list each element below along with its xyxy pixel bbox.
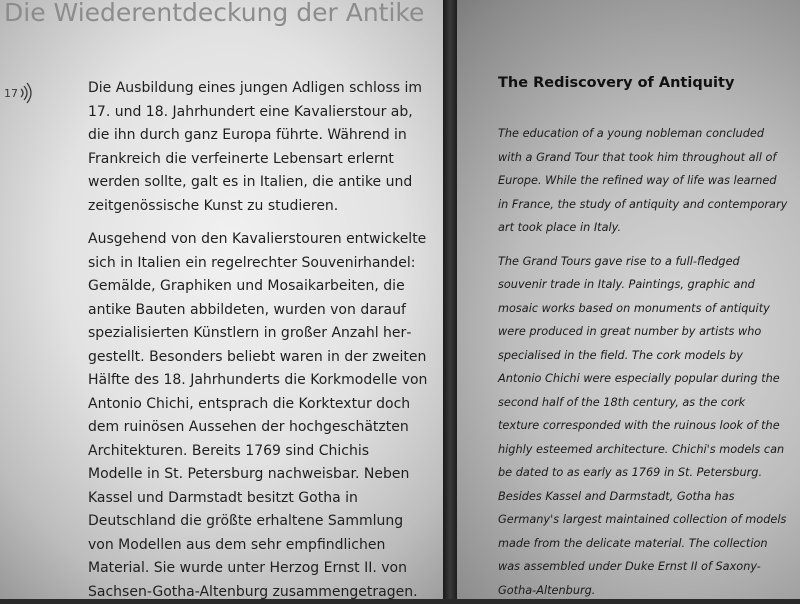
audio-guide-badge [4,80,38,106]
english-paragraph-1: The education of a young nobleman concluded with a Grand Tour that took him throughout all of Europe. While the refined way of life was learned in France, the study of antiquity and contemporary art took place in Italy. [498,127,788,234]
audio-guide-icon [18,80,38,106]
english-body [498,122,788,602]
english-paragraph-2: The Grand Tours gave rise to a full-fledged souvenir trade in Italy. Paintings, graphic and mosaic works based on monuments of antiquity were produced in great number by artists who specialised in the field. The cork models by Antonio Chichi were especially popular during the second half of the 18th century, as the cork texture corresponded with the ruinous look of the highly esteemed architecture. Chichi's models can be dated to as early as 1769 in St. Petersburg. Besides Kassel and Darmstadt, Gotha has Germany's largest maintained collection of models made from the delicate material. The collection was assembled under Duke Ernst II of Saxony-Gotha-Altenburg. [498,254,787,597]
german-title: Die Wiederentdeckung der Antike [4,0,425,27]
german-paragraph-2: Ausgehend von den Kavalierstouren entwickelte sich in Italien ein regelrechter Souvenirhandel: Gemälde, Graphiken und Mosaikarbeiten, die antike Bauten abbildeten, wurden von darauf spezialisierten Künstlern in großer Anzahl hergestellt. Besonders beliebt waren in der zweiten Hälfte des 18. Jahrhunderts die Korkmodelle von Antonio Chichi, entsprach die Korktextur doch dem ruinösen Aussehen der hochgeschätzten Architekturen. Bereits 1769 sind Chichis Modelle in St. Petersburg nachweisbar. Neben Kassel und Darmstadt besitzt Gotha in Deutschland die größte erhaltene Sammlung von Modellen aus dem sehr empfindlichen Material. Sie wurde unter Herzog Ernst II. von Sachsen-Gotha-Altenburg zusammengetragen. [88,231,428,600]
german-body [88,77,428,604]
panel-divider [443,0,457,599]
english-title: The Rediscovery of Antiquity [498,75,735,91]
german-paragraph-1: Die Ausbildung eines jungen Adligen schloss im 17. und 18. Jahrhundert eine Kavalierstour ab, die ihn durch ganz Europa führte. Während in Frankreich die verfeinerte Lebensart erlernt werden sollte, galt es in Italien, die antike und zeitgenössische Kunst zu studieren. [88,80,423,214]
audio-guide-number: 17 [4,86,18,100]
